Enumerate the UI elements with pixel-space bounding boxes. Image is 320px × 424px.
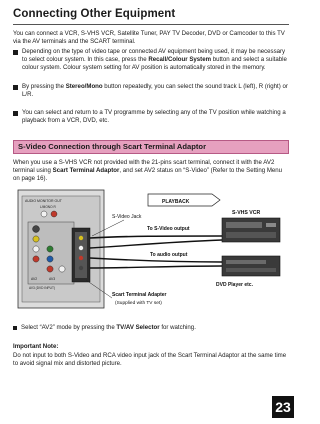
playback-arrow bbox=[148, 194, 220, 206]
select-av2-bullet bbox=[13, 324, 289, 332]
note-heading: Important Note: bbox=[13, 343, 59, 350]
audio-jack-l bbox=[41, 211, 47, 217]
s-video-jack-label: S-Video Jack bbox=[112, 214, 142, 220]
bullet-colour-system bbox=[13, 48, 289, 73]
adapter-sub-label: (Supplied with TV set) bbox=[115, 301, 162, 306]
av2-label: AV2 bbox=[31, 277, 38, 281]
square-bullet-icon bbox=[13, 50, 18, 55]
dvd-input-label: AV3 (DVD INPUT) bbox=[29, 286, 55, 290]
page-title: Connecting Other Equipment bbox=[13, 8, 176, 20]
s-video-cable bbox=[90, 236, 222, 238]
s-vhs-vcr-label: S-VHS VCR bbox=[232, 210, 261, 216]
playback-label: PLAYBACK bbox=[162, 199, 190, 205]
audio-jack-red bbox=[33, 256, 39, 262]
panel-label: AUDIO MONITOR OUT bbox=[25, 199, 62, 203]
bullet-text: You can select and return to a TV programme by selecting any of the TV position while watching a playback from a VCR, DVD, etc. bbox=[22, 109, 286, 125]
section-header: S-Video Connection through Scart Terminal Adaptor bbox=[13, 140, 289, 154]
section-paragraph: When you use a S-VHS VCR not provided with the 21-pins scart terminal, connect it with the AV2 terminal using Scart Terminal Adaptor, and set AV2 status on “S-Video” (Refer to the Setting Menu on page 16). bbox=[13, 159, 283, 183]
dvd-player-label: DVD Player etc. bbox=[216, 282, 253, 288]
bullet-tv-programme bbox=[13, 109, 289, 125]
lr-label: L/MONO R bbox=[40, 205, 56, 209]
title-rule bbox=[13, 24, 289, 25]
dvd-player-device bbox=[222, 256, 280, 276]
av3-jack-white2 bbox=[59, 266, 65, 272]
av3-jack-blue bbox=[47, 256, 53, 262]
tv-back-panel bbox=[18, 190, 104, 308]
bullet-text: Depending on the type of video tape or connected AV equipment being used, it may be necessary to select colour system. In this case, press the Recall/Colour System button and select a suitable colour system. Colour system setting for AV position is automatically stored in the memory. bbox=[22, 48, 287, 72]
bullet-text: By pressing the Stereo/Mono button repeatedly, you can select the sound track L (left), R (right) or L/R. bbox=[22, 83, 288, 99]
s-video-jack bbox=[33, 226, 40, 233]
intro-paragraph: You can connect a VCR, S-VHS VCR, Satellite Tuner, PAY TV Decoder, DVD or Camcoder to this TV via the AV terminals and the SCART terminal. bbox=[13, 30, 285, 46]
av3-jack-green bbox=[47, 246, 53, 252]
av3-label: AV3 bbox=[49, 277, 56, 281]
audio-jack-white bbox=[33, 246, 39, 252]
s-vhs-vcr-device bbox=[222, 218, 280, 242]
adapter-label: Scart Terminal Adapter bbox=[112, 292, 167, 298]
to-audio-output-label: To audio output bbox=[150, 252, 188, 258]
audio-cable-1 bbox=[90, 258, 222, 262]
square-bullet-icon bbox=[13, 326, 17, 330]
square-bullet-icon bbox=[13, 111, 18, 116]
square-bullet-icon bbox=[13, 85, 18, 90]
page-number: 23 bbox=[272, 396, 294, 418]
note-text: Do not input to both S-Video and RCA video input jack of the Scart Terminal Adaptor at the same time to avoid signal mix and distorted picture. bbox=[13, 352, 287, 368]
video-cable bbox=[90, 240, 222, 248]
bullet-stereo-mono bbox=[13, 83, 289, 99]
video-jack bbox=[33, 236, 39, 242]
bullet-text: Select “AV2” mode by pressing the TV/AV Selector for watching. bbox=[21, 324, 196, 331]
av3-jack-red2 bbox=[47, 266, 53, 272]
to-s-video-output-label: To S-Video output bbox=[147, 226, 190, 232]
audio-cable-2 bbox=[90, 266, 222, 268]
connection-diagram bbox=[16, 176, 292, 312]
audio-jack-r bbox=[51, 211, 57, 217]
